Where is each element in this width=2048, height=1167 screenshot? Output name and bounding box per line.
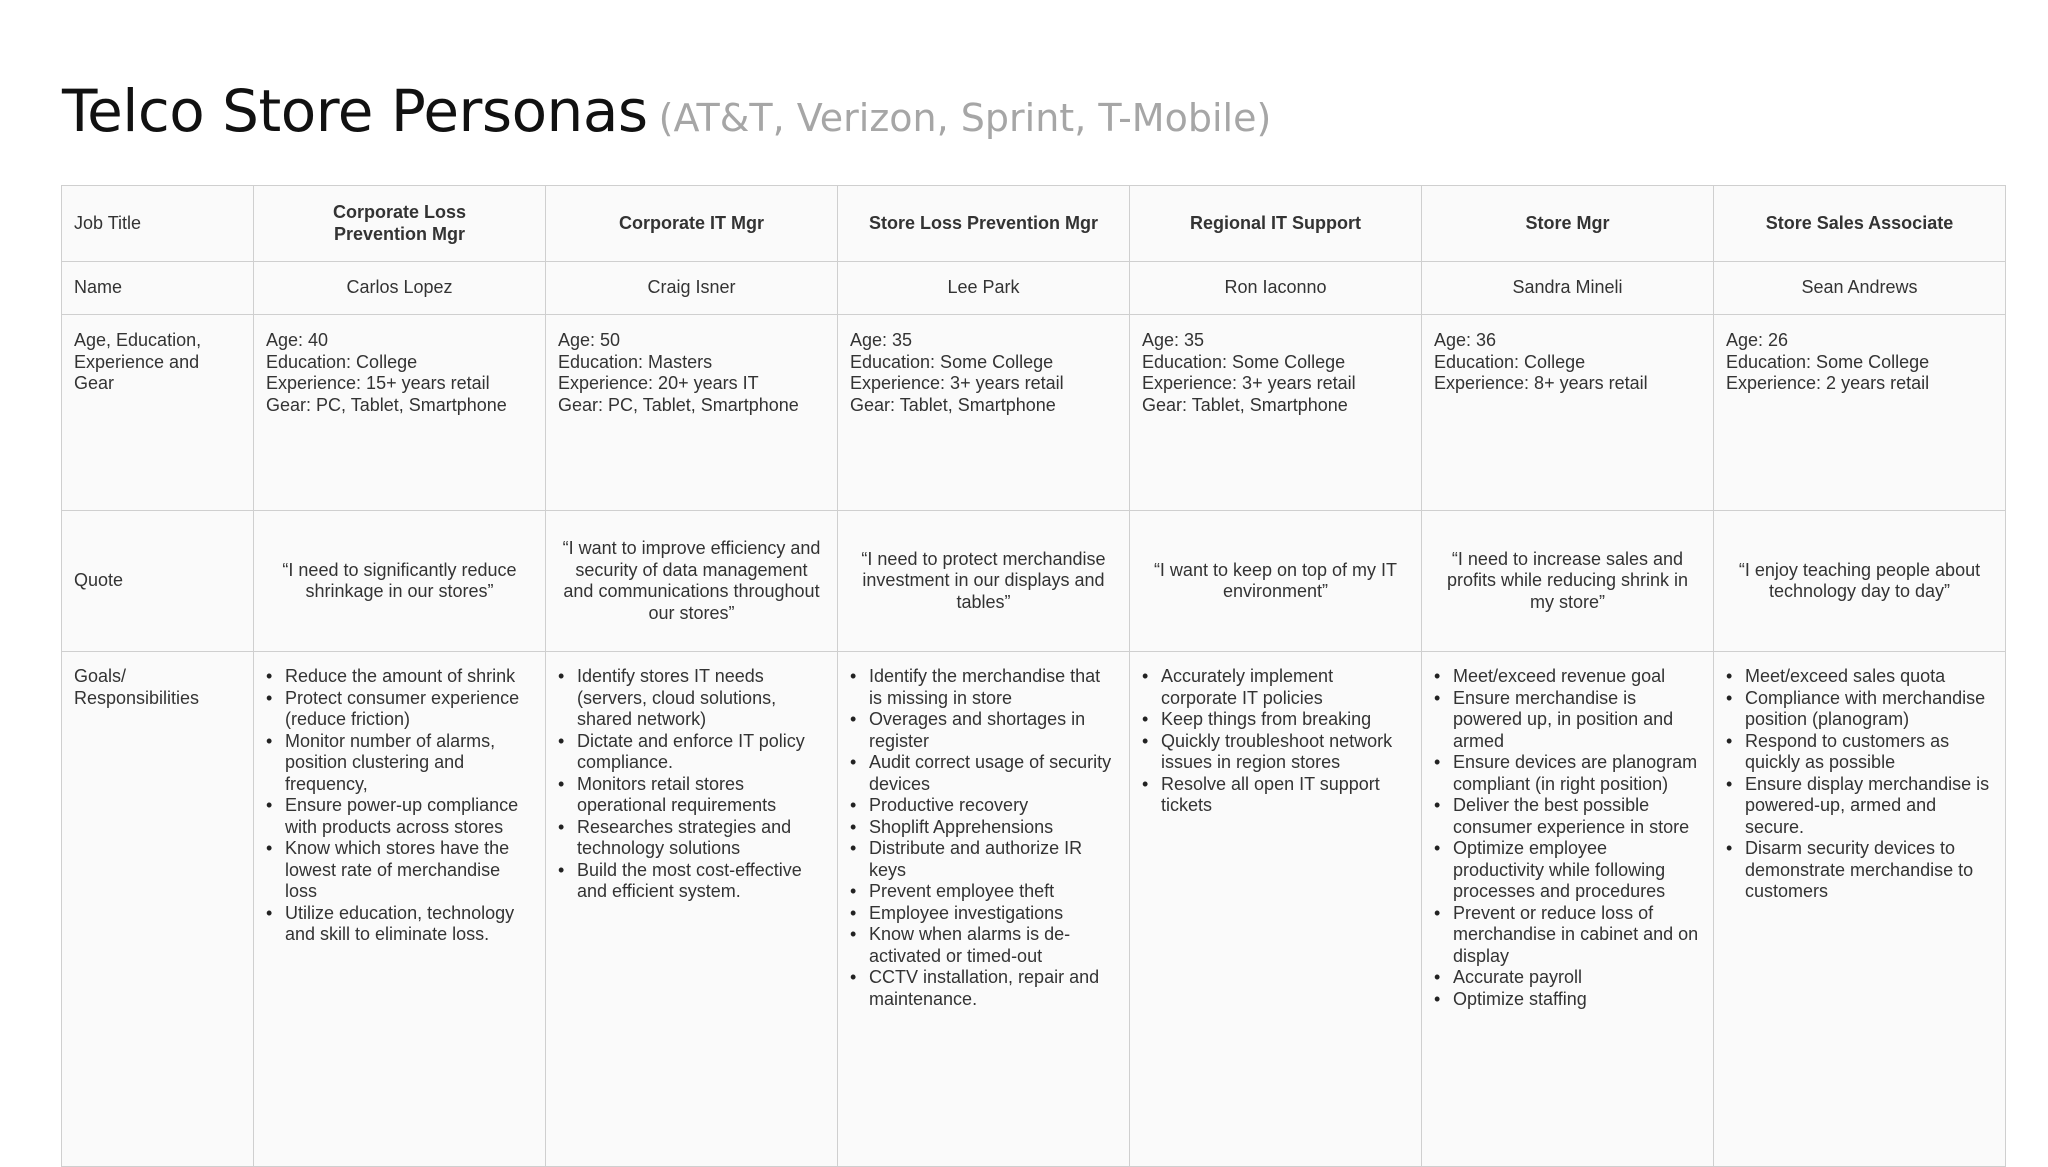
persona-goals xyxy=(254,652,546,1167)
goals-list xyxy=(558,666,825,903)
persona-profile xyxy=(1130,315,1422,511)
goal-item: • Prevent employee theft xyxy=(850,881,1117,903)
persona-education: Education: Masters xyxy=(558,351,713,372)
persona-education: Education: College xyxy=(1434,351,1586,372)
persona-profile xyxy=(1714,315,2006,511)
persona-education: Education: Some College xyxy=(1726,351,1930,372)
job-title-row-label: Job Title xyxy=(62,186,254,262)
page-title-subtitle: (AT&T, Verizon, Sprint, T-Mobile) xyxy=(658,96,1272,140)
goal-item: • Shoplift Apprehensions xyxy=(850,817,1117,839)
persona-goals xyxy=(838,652,1130,1167)
goals-list xyxy=(850,666,1117,1010)
persona-age: Age: 26 xyxy=(1726,330,1789,350)
persona-profile xyxy=(546,315,838,511)
persona-name: Sandra Mineli xyxy=(1422,262,1714,315)
goal-item: • Meet/exceed sales quota xyxy=(1726,666,1993,688)
goal-item: • Overages and shortages in register xyxy=(850,709,1117,752)
persona-age: Age: 40 xyxy=(266,330,329,350)
name-row xyxy=(62,262,2006,315)
goal-item: • Productive recovery xyxy=(850,795,1117,817)
goal-item: • Reduce the amount of shrink xyxy=(266,666,533,688)
goal-item: • Monitors retail stores operational requirements xyxy=(558,774,825,817)
quote-row-label: Quote xyxy=(62,511,254,652)
goal-item: • Ensure power-up compliance with products across stores xyxy=(266,795,533,838)
goal-item: • Monitor number of alarms, position clustering and frequency, xyxy=(266,731,533,796)
goal-item: • Disarm security devices to demonstrate merchandise to customers xyxy=(1726,838,1993,903)
persona-quote: “I need to protect merchandise investment in our displays and tables” xyxy=(838,511,1130,652)
goal-item: • Quickly troubleshoot network issues in region stores xyxy=(1142,731,1409,774)
goals-list xyxy=(1434,666,1701,1010)
goal-item: • Identify the merchandise that is missing in store xyxy=(850,666,1117,709)
goal-item: • Ensure merchandise is powered up, in position and armed xyxy=(1434,688,1701,753)
persona-experience: Experience: 3+ years retail xyxy=(1142,373,1356,393)
goal-item: • CCTV installation, repair and maintenance. xyxy=(850,967,1117,1010)
job-title-cell: Regional IT Support xyxy=(1130,186,1422,262)
persona-age: Age: 50 xyxy=(558,330,621,350)
job-title-row xyxy=(62,186,2006,262)
persona-education: Education: College xyxy=(266,351,418,372)
persona-name: Lee Park xyxy=(838,262,1130,315)
persona-quote: “I need to significantly reduce shrinkage in our stores” xyxy=(254,511,546,652)
goal-item: • Meet/exceed revenue goal xyxy=(1434,666,1701,688)
persona-gear: Gear: Tablet, Smartphone xyxy=(1142,394,1348,415)
persona-name: Craig Isner xyxy=(546,262,838,315)
persona-goals xyxy=(1714,652,2006,1167)
goal-item: • Deliver the best possible consumer experience in store xyxy=(1434,795,1701,838)
persona-experience: Experience: 8+ years retail xyxy=(1434,373,1648,393)
goals-list xyxy=(1726,666,1993,903)
persona-goals xyxy=(1422,652,1714,1167)
goal-item: • Distribute and authorize IR keys xyxy=(850,838,1117,881)
goal-item: • Resolve all open IT support tickets xyxy=(1142,774,1409,817)
persona-age: Age: 35 xyxy=(850,330,913,350)
personas-table xyxy=(61,185,2006,1167)
persona-age: Age: 35 xyxy=(1142,330,1205,350)
profile-row xyxy=(62,315,2006,511)
goal-item: • Compliance with merchandise position (planogram) xyxy=(1726,688,1993,731)
goal-item: • Utilize education, technology and skill to eliminate loss. xyxy=(266,903,533,946)
goal-item: • Respond to customers as quickly as possible xyxy=(1726,731,1993,774)
goal-item: • Optimize employee productivity while following processes and procedures xyxy=(1434,838,1701,903)
persona-quote: “I enjoy teaching people about technology day to day” xyxy=(1714,511,2006,652)
persona-education: Education: Some College xyxy=(1142,351,1346,372)
quote-row xyxy=(62,511,2006,652)
persona-age: Age: 36 xyxy=(1434,330,1497,350)
goal-item: • Researches strategies and technology solutions xyxy=(558,817,825,860)
goal-item: • Optimize staffing xyxy=(1434,989,1701,1011)
goal-item: • Audit correct usage of security devices xyxy=(850,752,1117,795)
persona-profile xyxy=(838,315,1130,511)
goal-item: • Ensure devices are planogram compliant (in right position) xyxy=(1434,752,1701,795)
job-title-cell: Corporate IT Mgr xyxy=(546,186,838,262)
persona-name: Ron Iaconno xyxy=(1130,262,1422,315)
goal-item: • Accurately implement corporate IT policies xyxy=(1142,666,1409,709)
goal-item: • Know which stores have the lowest rate of merchandise loss xyxy=(266,838,533,903)
persona-goals xyxy=(546,652,838,1167)
persona-profile xyxy=(254,315,546,511)
persona-experience: Experience: 2 years retail xyxy=(1726,373,1930,393)
persona-experience: Experience: 20+ years IT xyxy=(558,373,759,393)
persona-gear: Gear: PC, Tablet, Smartphone xyxy=(558,394,799,415)
persona-quote: “I want to improve efficiency and security of data management and communications throughout our stores” xyxy=(546,511,838,652)
persona-gear: Gear: PC, Tablet, Smartphone xyxy=(266,394,507,415)
persona-experience: Experience: 15+ years retail xyxy=(266,373,490,393)
job-title-cell: Store Mgr xyxy=(1422,186,1714,262)
goal-item: • Dictate and enforce IT policy compliance. xyxy=(558,731,825,774)
goal-item: • Know when alarms is de-activated or timed-out xyxy=(850,924,1117,967)
persona-quote: “I want to keep on top of my IT environment” xyxy=(1130,511,1422,652)
goal-item: • Ensure display merchandise is powered-up, armed and secure. xyxy=(1726,774,1993,839)
goals-row-label: Goals/ Responsibilities xyxy=(62,652,254,1167)
goal-item: • Accurate payroll xyxy=(1434,967,1701,989)
job-title-cell: Store Sales Associate xyxy=(1714,186,2006,262)
persona-goals xyxy=(1130,652,1422,1167)
goal-item: • Keep things from breaking xyxy=(1142,709,1409,731)
job-title-cell: Corporate Loss Prevention Mgr xyxy=(254,186,546,262)
goal-item: • Identify stores IT needs (servers, cloud solutions, shared network) xyxy=(558,666,825,731)
goal-item: • Prevent or reduce loss of merchandise in cabinet and on display xyxy=(1434,903,1701,968)
persona-name: Sean Andrews xyxy=(1714,262,2006,315)
persona-education: Education: Some College xyxy=(850,351,1054,372)
page-title xyxy=(62,77,1272,145)
profile-row-label: Age, Education, Experience and Gear xyxy=(62,315,254,511)
goal-item: • Employee investigations xyxy=(850,903,1117,925)
goal-item: • Build the most cost-effective and efficient system. xyxy=(558,860,825,903)
persona-gear: Gear: Tablet, Smartphone xyxy=(850,394,1056,415)
page-title-main: Telco Store Personas xyxy=(62,77,648,145)
persona-experience: Experience: 3+ years retail xyxy=(850,373,1064,393)
name-row-label: Name xyxy=(62,262,254,315)
goal-item: • Protect consumer experience (reduce friction) xyxy=(266,688,533,731)
goals-list xyxy=(266,666,533,946)
persona-name: Carlos Lopez xyxy=(254,262,546,315)
persona-quote: “I need to increase sales and profits while reducing shrink in my store” xyxy=(1422,511,1714,652)
job-title-cell: Store Loss Prevention Mgr xyxy=(838,186,1130,262)
goals-list xyxy=(1142,666,1409,817)
persona-profile xyxy=(1422,315,1714,511)
goals-row xyxy=(62,652,2006,1167)
